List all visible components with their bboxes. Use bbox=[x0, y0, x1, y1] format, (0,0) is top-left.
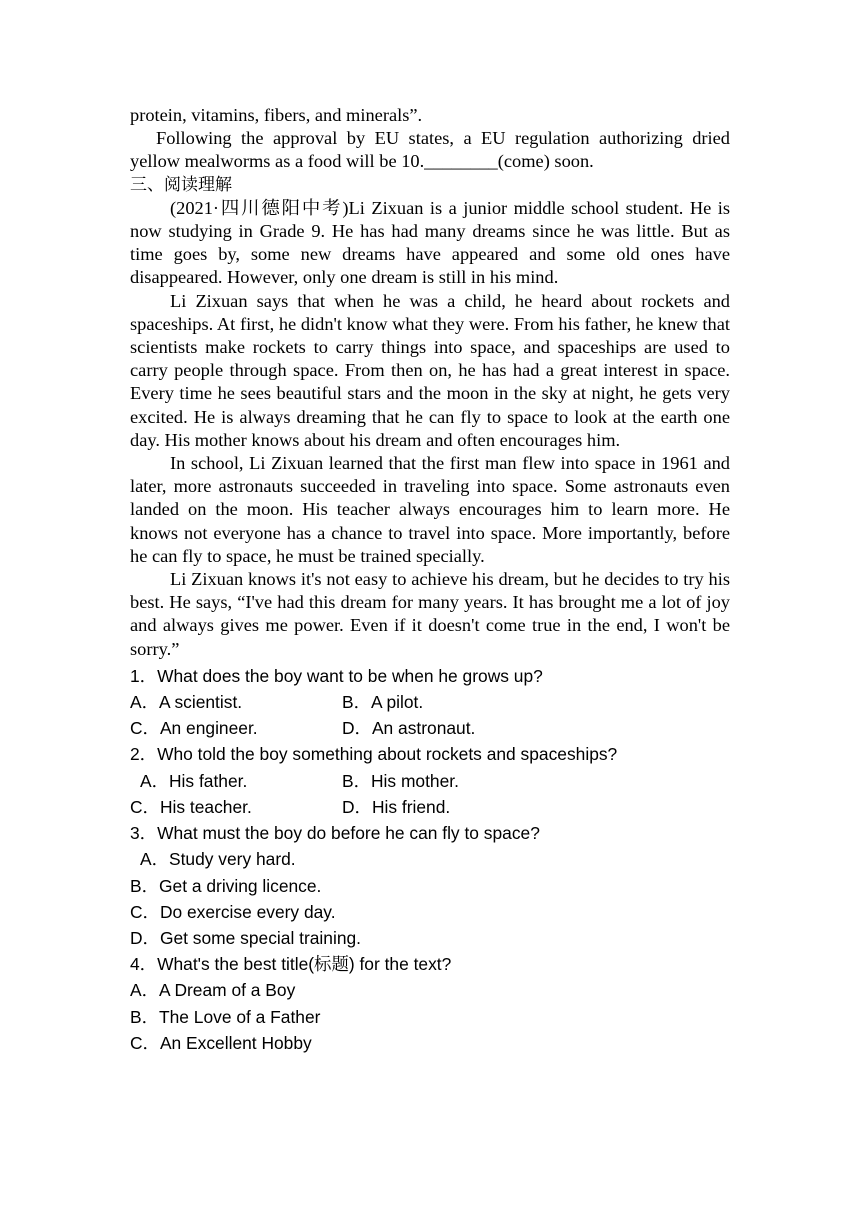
question-4 bbox=[130, 951, 730, 1056]
option-c: C．An engineer. bbox=[130, 718, 258, 739]
passage-paragraph-1: (2021·四川德阳中考)Li Zixuan is a junior middle school student. He is now studying in Grade 9. He has had many dreams since he was little. But as time goes by, some new dreams have appeared and some old ones have disappeared. However, only one dream is still in his mind. bbox=[130, 197, 730, 288]
question-stem: 1．What does the boy want to be when he grows up? bbox=[130, 665, 543, 686]
option-d: D．His friend. bbox=[342, 796, 451, 817]
option-c: C．His teacher. bbox=[130, 796, 252, 817]
option-a: A．Study very hard. bbox=[140, 849, 296, 870]
option-b: B．The Love of a Father bbox=[130, 1006, 321, 1027]
question-stem: 4．What's the best title(标题) for the text? bbox=[130, 954, 452, 975]
question-3 bbox=[130, 820, 730, 951]
question-stem: 3．What must the boy do before he can fly to space? bbox=[130, 823, 540, 844]
question-1 bbox=[130, 663, 730, 742]
options-row bbox=[130, 768, 730, 794]
options-row bbox=[130, 794, 730, 820]
document-page bbox=[130, 104, 730, 1056]
options-row bbox=[130, 689, 730, 715]
cloze-sentence: Following the approval by EU states, a EU regulation authorizing dried yellow mealworms as a food will be 10.________(come) soon. bbox=[130, 128, 730, 172]
question-stem: 2．Who told the boy something about rockets and spaceships? bbox=[130, 744, 618, 765]
option-d: D．Get some special training. bbox=[130, 927, 362, 948]
paragraph-fragment: protein, vitamins, fibers, and minerals”. bbox=[130, 105, 423, 125]
passage-paragraph-3: In school, Li Zixuan learned that the first man flew into space in 1961 and later, more astronauts succeeded in traveling into space. Some astronauts even landed on the moon. His teacher always encourages him to learn more. He knows not everyone has a chance to travel into space. More importantly, before he can fly to space, he must be trained specially. bbox=[130, 453, 730, 566]
option-a: A．A Dream of a Boy bbox=[130, 980, 296, 1001]
option-c: C．Do exercise every day. bbox=[130, 901, 336, 922]
option-b: B．Get a driving licence. bbox=[130, 875, 322, 896]
option-a: A．His father. bbox=[140, 770, 248, 791]
options-row bbox=[130, 715, 730, 741]
option-b: B．A pilot. bbox=[342, 692, 424, 713]
option-b: B．His mother. bbox=[342, 770, 459, 791]
passage-paragraph-4: Li Zixuan knows it's not easy to achieve his dream, but he decides to try his best. He says, “I've had this dream for many years. It has brought me a lot of joy and always gives me power. Even if it doesn't come true in the end, I won't be sorry.” bbox=[130, 569, 730, 659]
question-2 bbox=[130, 741, 730, 820]
option-d: D．An astronaut. bbox=[342, 718, 476, 739]
option-a: A．A scientist. bbox=[130, 692, 243, 713]
option-c: C．An Excellent Hobby bbox=[130, 1032, 312, 1053]
passage-paragraph-2: Li Zixuan says that when he was a child, he heard about rockets and spaceships. At first, he didn't know what they were. From his father, he knew that scientists make rockets to carry things into space, and spaceships are used to carry people through space. From then on, he has had a great interest in space. Every time he sees beautiful stars and the moon in the sky at night, he gets very excited. He is always dreaming that he can fly to space to look at the earth one day. His mother knows about his dream and often encourages him. bbox=[130, 290, 730, 450]
section-heading: 三、阅读理解 bbox=[130, 174, 232, 195]
